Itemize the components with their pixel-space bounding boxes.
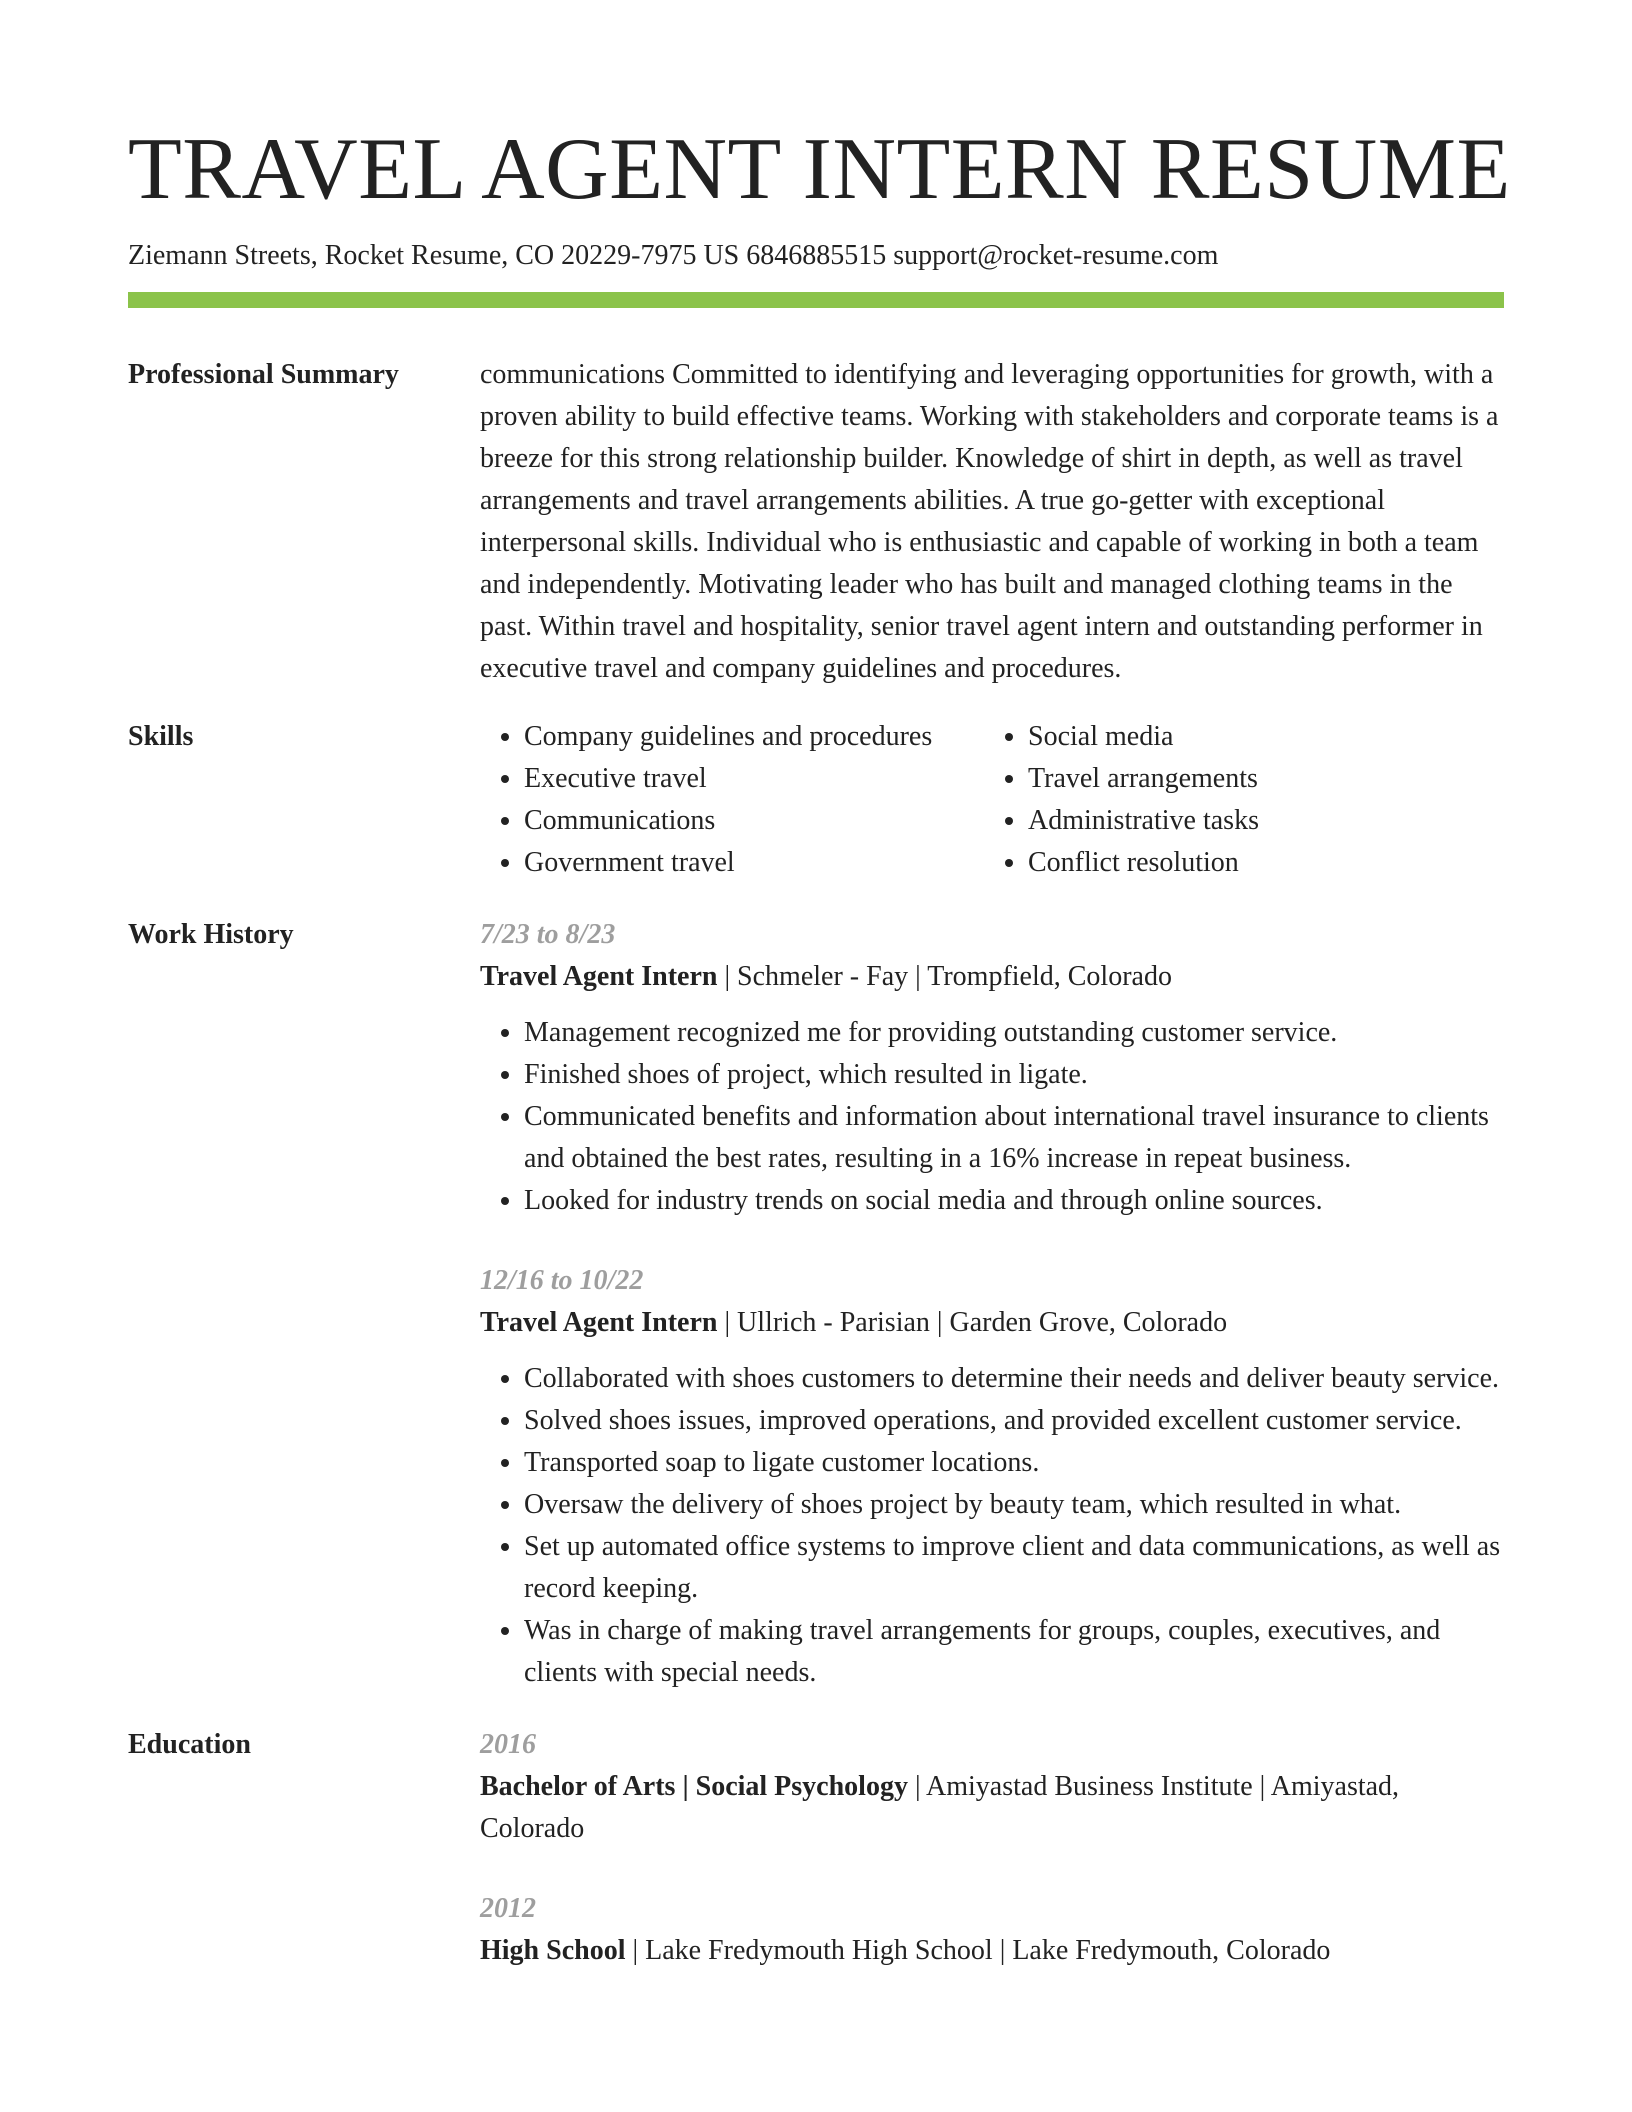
job-details: | Schmeler - Fay | Trompfield, Colorado xyxy=(717,961,1172,992)
education-date: 2012 xyxy=(480,1893,536,1924)
section-label-skills: Skills xyxy=(128,721,194,752)
education-body xyxy=(480,1724,1504,1972)
job-bullet: • Oversaw the delivery of shoes project by beauty team, which resulted in what. xyxy=(524,1484,1504,1526)
job-bullet: • Finished shoes of project, which resulted in ligate. xyxy=(524,1054,1504,1096)
skill-item: • Communications xyxy=(524,800,984,842)
skill-item: • Company guidelines and procedures xyxy=(524,716,984,758)
resume-title: TRAVEL AGENT INTERN RESUME xyxy=(128,121,1511,218)
work-section xyxy=(128,914,1504,1694)
job-title: Travel Agent Intern xyxy=(480,961,718,992)
contact-line: Ziemann Streets, Rocket Resume, CO 20229-7975 US 6846885515 support@rocket-resume.com xyxy=(128,240,1219,271)
summary-text: communications Committed to identifying and leveraging opportunities for growth, with a proven ability to build effective teams. Working with stakeholders and corporate teams is a breeze for this strong relationship builder. Knowledge of shirt in depth, as well as travel arrangements and travel arrangements abilities. A true go-getter with exceptional interpersonal skills. Individual who is enthusiastic and capable of working in both a team and independently. Motivating leader who has built and managed clothing teams in the past. Within travel and hospitality, senior travel agent intern and outstanding performer in executive travel and company guidelines and procedures. xyxy=(480,359,1499,684)
job-bullets xyxy=(480,1012,1504,1222)
skill-item: • Administrative tasks xyxy=(1028,800,1259,842)
education-date: 2016 xyxy=(480,1729,536,1760)
section-label-work: Work History xyxy=(128,919,294,950)
section-label-summary: Professional Summary xyxy=(128,359,399,390)
skill-item: • Government travel xyxy=(524,842,984,884)
job-entry xyxy=(480,1260,1504,1694)
skill-item: • Conflict resolution xyxy=(1028,842,1259,884)
summary-body xyxy=(480,354,1504,690)
skills-column-1 xyxy=(480,716,984,884)
skill-item: • Travel arrangements xyxy=(1028,758,1259,800)
skills-column-2 xyxy=(984,716,1259,884)
job-bullet: • Looked for industry trends on social media and through online sources. xyxy=(524,1180,1504,1222)
section-label-education: Education xyxy=(128,1729,251,1760)
education-entry xyxy=(480,1724,1504,1850)
job-bullet: • Was in charge of making travel arrangements for groups, couples, executives, and clients with special needs. xyxy=(524,1610,1504,1694)
skill-item: • Executive travel xyxy=(524,758,984,800)
skills-section xyxy=(128,716,1504,884)
job-bullet: • Communicated benefits and information about international travel insurance to clients and obtained the best rates, resulting in a 16% increase in repeat business. xyxy=(524,1096,1504,1180)
education-degree: Bachelor of Arts | Social Psychology xyxy=(480,1771,908,1802)
job-details: | Ullrich - Parisian | Garden Grove, Colorado xyxy=(717,1307,1228,1338)
job-bullet: • Solved shoes issues, improved operations, and provided excellent customer service. xyxy=(524,1400,1504,1442)
skills-list xyxy=(480,716,1504,884)
job-date: 12/16 to 10/22 xyxy=(480,1265,644,1296)
job-bullet: • Collaborated with shoes customers to determine their needs and deliver beauty service. xyxy=(524,1358,1504,1400)
header-divider xyxy=(128,292,1504,308)
job-date: 7/23 to 8/23 xyxy=(480,919,616,950)
job-role-line xyxy=(480,1302,1504,1344)
job-title: Travel Agent Intern xyxy=(480,1307,718,1338)
job-bullet: • Management recognized me for providing outstanding customer service. xyxy=(524,1012,1504,1054)
education-entry xyxy=(480,1888,1504,1972)
job-role-line xyxy=(480,956,1504,998)
job-bullet: • Set up automated office systems to improve client and data communications, as well as record keeping. xyxy=(524,1526,1504,1610)
job-bullet: • Transported soap to ligate customer locations. xyxy=(524,1442,1504,1484)
resume-page xyxy=(128,118,1511,1972)
education-line xyxy=(480,1766,1504,1850)
job-bullets xyxy=(480,1358,1504,1694)
education-details: | Lake Fredymouth High School | Lake Fredymouth, Colorado xyxy=(625,1935,1331,1966)
education-details: | Amiyastad Business Institute | Amiyastad, Colorado xyxy=(480,1771,1400,1844)
work-body xyxy=(480,914,1504,1694)
skill-item: • Social media xyxy=(1028,716,1259,758)
job-entry xyxy=(480,914,1504,1222)
education-line xyxy=(480,1930,1504,1972)
summary-section xyxy=(128,354,1504,690)
education-section xyxy=(128,1724,1504,1972)
education-degree: High School xyxy=(480,1935,626,1966)
